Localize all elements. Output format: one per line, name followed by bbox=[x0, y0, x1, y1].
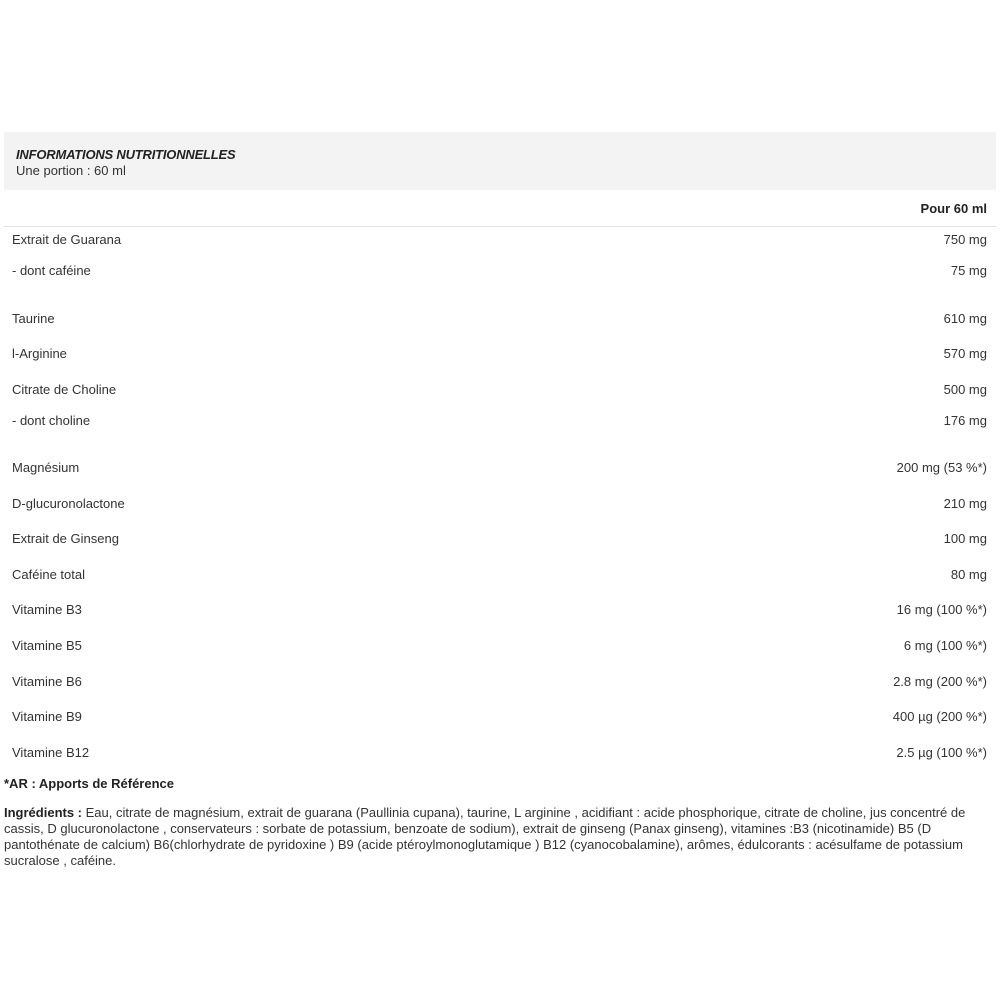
nutrient-value: 2.8 mg (200 %*) bbox=[893, 674, 987, 689]
nutrient-row bbox=[4, 671, 996, 693]
nutrient-value: 16 mg (100 %*) bbox=[896, 602, 987, 617]
nutrient-value: 200 mg (53 %*) bbox=[896, 460, 987, 475]
column-header-row bbox=[4, 190, 996, 227]
nutrient-name: Extrait de Ginseng bbox=[12, 531, 119, 546]
nutrient-name: Magnésium bbox=[12, 460, 80, 475]
nutrient-value: 100 mg bbox=[943, 531, 987, 546]
nutrient-row bbox=[4, 599, 996, 621]
nutrient-value: 75 mg bbox=[950, 263, 987, 278]
nutrient-row bbox=[4, 260, 996, 282]
nutrient-value: 570 mg bbox=[943, 346, 987, 361]
nutrient-value: 400 µg (200 %*) bbox=[892, 709, 987, 724]
nutrient-name: Caféine total bbox=[12, 567, 85, 582]
nutrient-value: 610 mg bbox=[943, 311, 987, 326]
nutrient-name: - dont caféine bbox=[12, 263, 91, 278]
nutrition-header bbox=[4, 132, 996, 190]
nutrient-value: 80 mg bbox=[950, 567, 987, 582]
nutrient-value: 2.5 µg (100 %*) bbox=[896, 745, 987, 760]
nutrient-row bbox=[4, 229, 996, 251]
ingredients-block bbox=[4, 805, 989, 869]
nutrition-panel bbox=[4, 132, 996, 767]
column-header-per-60ml: Pour 60 ml bbox=[920, 201, 987, 216]
nutrient-row bbox=[4, 410, 996, 432]
nutrient-value: 500 mg bbox=[943, 382, 987, 397]
nutrition-rows bbox=[4, 227, 996, 767]
nutrient-name: Vitamine B5 bbox=[12, 638, 82, 653]
nutrient-name: Vitamine B9 bbox=[12, 709, 82, 724]
nutrient-name: Vitamine B6 bbox=[12, 674, 82, 689]
reference-footnote: *AR : Apports de Référence bbox=[4, 776, 174, 791]
nutrient-name: D-glucuronolactone bbox=[12, 496, 125, 511]
portion-size: Une portion : 60 ml bbox=[16, 163, 126, 178]
nutrient-row bbox=[4, 706, 996, 728]
nutrient-value: 176 mg bbox=[943, 413, 987, 428]
nutrient-row bbox=[4, 635, 996, 657]
ingredients-text: Eau, citrate de magnésium, extrait de guarana (Paullinia cupana), taurine, L arginine , acidifiant : acide phosphorique, citrate de choline, jus concentré de cassis, D glucuronolactone , conservateurs : sorbate de potassium, benzoate de sodium), extrait de ginseng (Panax ginseng), vitamines :B3 (nicotinamide) B5 (D pantothénate de calcium) B6(chlorhydrate de pyridoxine ) B9 (acide ptéroylmonoglutamique ) B12 (cyanocobalamine), arômes, édulcorants : acésulfame de potassium sucralose , caféine. bbox=[4, 805, 966, 868]
nutrient-value: 210 mg bbox=[943, 496, 987, 511]
ingredients-label: Ingrédients : bbox=[4, 805, 83, 820]
nutrient-row bbox=[4, 528, 996, 550]
nutrient-name: l-Arginine bbox=[12, 346, 67, 361]
nutrition-title: INFORMATIONS NUTRITIONNELLES bbox=[16, 147, 236, 162]
nutrient-name: Vitamine B3 bbox=[12, 602, 82, 617]
nutrient-name: Taurine bbox=[12, 311, 55, 326]
nutrient-row bbox=[4, 493, 996, 515]
nutrient-name: Vitamine B12 bbox=[12, 745, 90, 760]
nutrient-row bbox=[4, 379, 996, 401]
nutrient-name: Citrate de Choline bbox=[12, 382, 117, 397]
nutrient-name: Extrait de Guarana bbox=[12, 232, 122, 247]
nutrient-row bbox=[4, 308, 996, 330]
nutrient-row bbox=[4, 343, 996, 365]
nutrient-row bbox=[4, 742, 996, 764]
nutrient-value: 750 mg bbox=[943, 232, 987, 247]
nutrient-row bbox=[4, 564, 996, 586]
nutrient-name: - dont choline bbox=[12, 413, 91, 428]
nutrient-value: 6 mg (100 %*) bbox=[903, 638, 987, 653]
nutrient-row bbox=[4, 457, 996, 479]
